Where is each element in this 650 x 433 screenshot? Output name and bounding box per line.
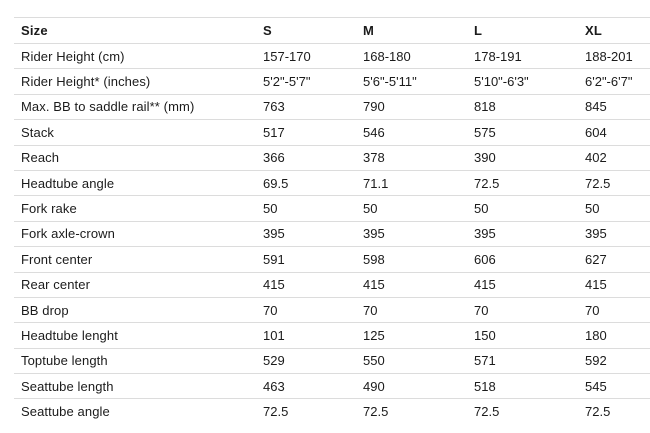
value-cell: 395: [585, 226, 607, 242]
value-cell: 72.5: [263, 404, 289, 420]
table-row: [14, 69, 650, 94]
row-label-cell: Fork rake: [21, 201, 77, 217]
value-cell: 72.5: [474, 175, 500, 191]
value-cell: 575: [474, 124, 496, 140]
value-cell: 69.5: [263, 175, 289, 191]
value-cell: 178-191: [474, 48, 522, 64]
value-cell: 72.5: [585, 175, 611, 191]
value-cell: 72.5: [363, 404, 389, 420]
value-cell: 395: [474, 226, 496, 242]
value-cell: 790: [363, 99, 385, 115]
row-label-cell: Front center: [21, 251, 93, 267]
table-row: [14, 94, 650, 119]
value-cell: 70: [585, 302, 600, 318]
value-cell: 70: [363, 302, 378, 318]
row-label-cell: Toptube length: [21, 353, 108, 369]
value-cell: 5'6"-5'11": [363, 74, 417, 90]
row-label-cell: BB drop: [21, 302, 69, 318]
value-cell: 70: [474, 302, 489, 318]
table-row: [14, 272, 650, 297]
table-row: [14, 247, 650, 272]
value-cell: 366: [263, 150, 285, 166]
geometry-table: [14, 17, 650, 424]
row-label-cell: Reach: [21, 150, 60, 166]
value-cell: 606: [474, 251, 496, 267]
table-row: [14, 297, 650, 322]
row-label-cell: Headtube angle: [21, 175, 115, 191]
value-cell: 818: [474, 99, 496, 115]
value-cell: 188-201: [585, 48, 633, 64]
geometry-table-body: [14, 44, 650, 424]
value-cell: 50: [474, 201, 489, 217]
row-label-cell: Fork axle-crown: [21, 226, 115, 242]
value-cell: 415: [363, 277, 385, 293]
row-label-cell: Rider Height* (inches): [21, 74, 151, 90]
value-cell: 463: [263, 378, 285, 394]
row-label-cell: Max. BB to saddle rail** (mm): [21, 99, 195, 115]
value-cell: 763: [263, 99, 285, 115]
row-label-cell: Seattube angle: [21, 404, 110, 420]
header-col-s: S: [263, 23, 272, 38]
value-cell: 415: [263, 277, 285, 293]
value-cell: 390: [474, 150, 496, 166]
value-cell: 415: [474, 277, 496, 293]
value-cell: 518: [474, 378, 496, 394]
value-cell: 157-170: [263, 48, 311, 64]
table-row: [14, 323, 650, 348]
table-row: [14, 374, 650, 399]
value-cell: 490: [363, 378, 385, 394]
geometry-table-container: [14, 17, 650, 424]
value-cell: 395: [263, 226, 285, 242]
table-row: [14, 348, 650, 373]
table-row: [14, 170, 650, 195]
value-cell: 168-180: [363, 48, 411, 64]
header-col-m: M: [363, 23, 375, 38]
row-label-cell: Rider Height (cm): [21, 48, 125, 64]
row-label-cell: Seattube length: [21, 378, 114, 394]
value-cell: 72.5: [585, 404, 611, 420]
value-cell: 402: [585, 150, 607, 166]
value-cell: 5'2"-5'7": [263, 74, 311, 90]
value-cell: 845: [585, 99, 607, 115]
header-col-xl: XL: [585, 23, 603, 38]
value-cell: 592: [585, 353, 607, 369]
value-cell: 591: [263, 251, 285, 267]
value-cell: 415: [585, 277, 607, 293]
value-cell: 50: [363, 201, 378, 217]
value-cell: 70: [263, 302, 278, 318]
value-cell: 101: [263, 327, 285, 343]
value-cell: 546: [363, 124, 385, 140]
value-cell: 529: [263, 353, 285, 369]
row-label-cell: Rear center: [21, 277, 91, 293]
value-cell: 72.5: [474, 404, 500, 420]
table-row: [14, 399, 650, 424]
header-size-label: Size: [21, 23, 48, 38]
value-cell: 6'2"-6'7": [585, 74, 633, 90]
value-cell: 50: [263, 201, 278, 217]
value-cell: 627: [585, 251, 607, 267]
value-cell: 71.1: [363, 175, 389, 191]
table-row: [14, 120, 650, 145]
value-cell: 571: [474, 353, 496, 369]
value-cell: 598: [363, 251, 385, 267]
value-cell: 180: [585, 327, 607, 343]
value-cell: 604: [585, 124, 607, 140]
table-row: [14, 145, 650, 170]
value-cell: 378: [363, 150, 385, 166]
value-cell: 5'10"-6'3": [474, 74, 529, 90]
table-row: [14, 221, 650, 246]
table-row: [14, 196, 650, 221]
geometry-table-header: [14, 18, 650, 44]
value-cell: 517: [263, 124, 285, 140]
table-row: [14, 44, 650, 69]
row-label-cell: Stack: [21, 124, 55, 140]
value-cell: 395: [363, 226, 385, 242]
value-cell: 150: [474, 327, 496, 343]
value-cell: 550: [363, 353, 385, 369]
value-cell: 125: [363, 327, 385, 343]
header-row: [14, 18, 650, 44]
row-label-cell: Headtube lenght: [21, 327, 118, 343]
value-cell: 545: [585, 378, 607, 394]
header-col-l: L: [474, 23, 483, 38]
value-cell: 50: [585, 201, 600, 217]
